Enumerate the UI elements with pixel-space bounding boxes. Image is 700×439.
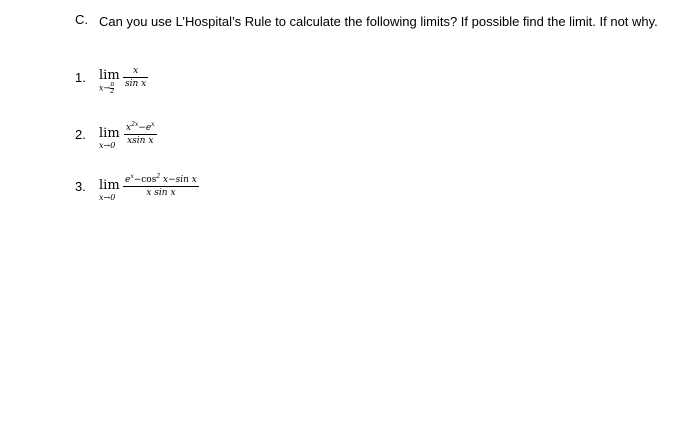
denominator: x sin x	[146, 188, 176, 198]
pi-over-2: $\frac{\pi}{2}$	[110, 81, 115, 95]
lim-subscript: x→0	[99, 141, 116, 150]
question-text: Can you use L’Hospital’s Rule to calculate the following limits? If possible find the limit. If not why.	[99, 14, 658, 29]
item-number: 3.	[75, 179, 86, 194]
fraction-bar	[123, 77, 148, 78]
question-label: C.	[75, 12, 88, 27]
lim-operator: lim	[99, 126, 120, 141]
lim-operator: lim	[99, 68, 120, 83]
numerator: x	[133, 66, 139, 76]
item-number: 1.	[75, 70, 86, 85]
fraction	[123, 66, 148, 89]
fraction	[123, 173, 199, 198]
fraction-bar	[123, 186, 199, 187]
lim-operator: lim	[99, 178, 120, 193]
lim-subscript: x→ $\frac{\pi}{2}$	[99, 81, 115, 95]
denominator: sin x	[125, 79, 147, 89]
fraction	[124, 121, 157, 146]
numerator: $e^x-\cos^2$ x−sin x	[125, 173, 197, 185]
denominator: xsin x	[127, 136, 154, 146]
fraction-bar	[124, 134, 157, 135]
item-number: 2.	[75, 127, 86, 142]
lim-subscript: x→0	[99, 193, 116, 202]
numerator: $x^{2x}-e^x$	[126, 121, 155, 133]
